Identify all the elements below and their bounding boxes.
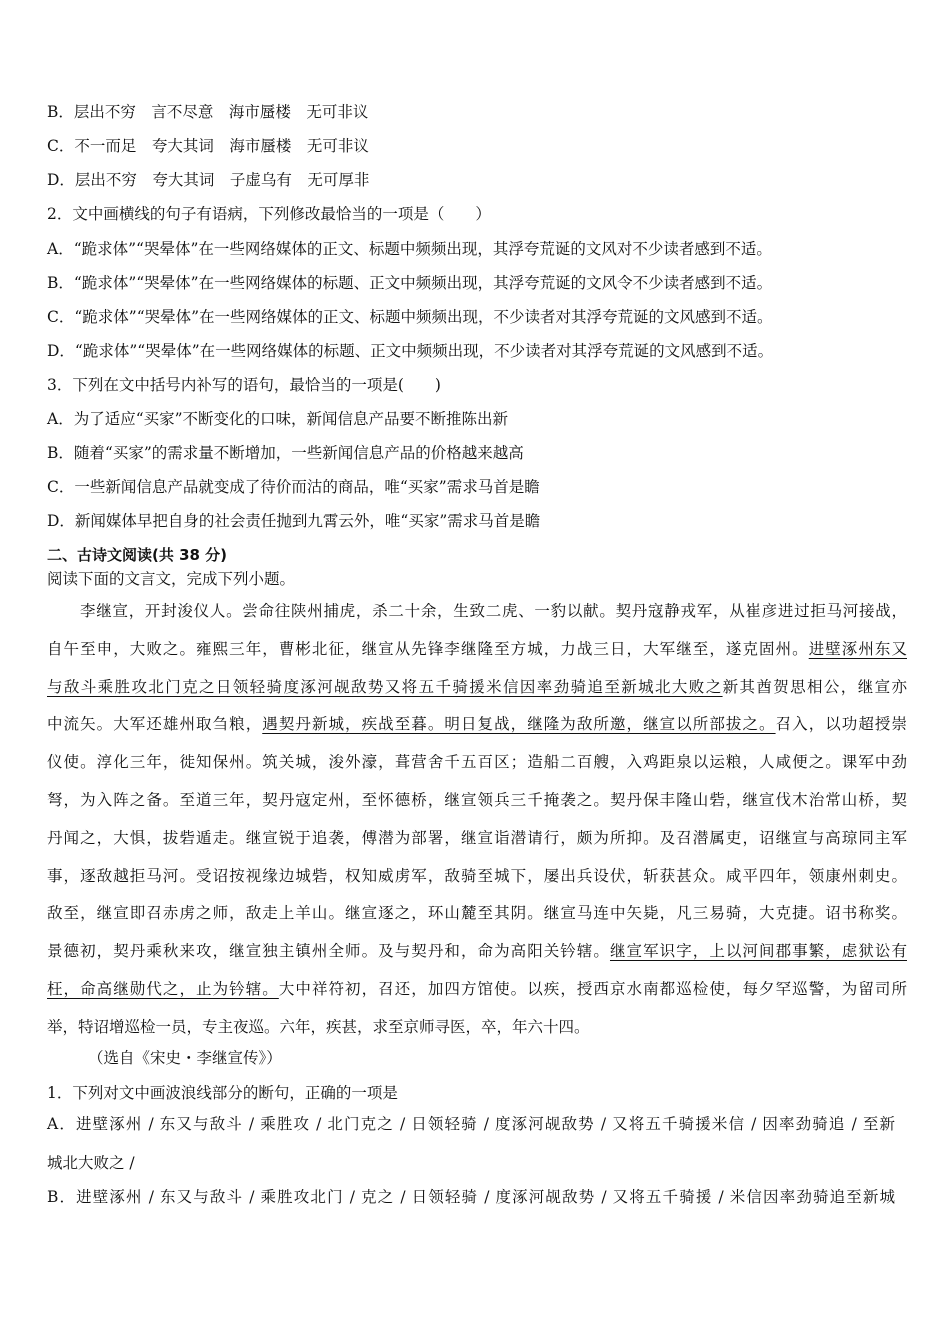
passage-line: 敌至，继宣即召赤虏之师，敌走上羊山。继宣逐之，环山麓至其阴。继宣马连中矢毙，凡三易骑，大克捷。诏书称奖。 [47,904,907,923]
passage-line: 枉，命高继勋代之，止为钤辖。大中祥符初，召还，加四方馆使。以疾，授西京水南都巡检使，每夕罕巡警，为留司所 [47,979,907,998]
passage-line: 李继宣，开封浚仪人。尝命往陕州捕虎，杀二十余，生致二虎、一豹以献。契丹寇静戎军，从崔彦进过拒马河接战， [80,602,907,620]
passage-line: 与敌斗乘胜攻北门克之日领轻骑度涿河觇敌势又将五千骑援米信因率劲骑追至新城北大败之新其酋贺思相公，继宣亦 [47,677,907,696]
q3-option-c: C．一些新闻信息产品就变成了待价而沽的商品，唯“买家”需求马首是瞻 [47,478,540,496]
q3-option-b: B．随着“买家”的需求量不断增加，一些新闻信息产品的价格越来越高 [47,444,524,462]
passage-line: 景德初，契丹乘秋来攻，继宣独主镇州全师。及与契丹和，命为高阳关钤辖。继宣军识字，上以河间郡事繁，虑狱讼有 [47,942,907,961]
wavy-underline-text: 进壁涿州东又 [808,639,907,658]
q3-stem: 3．下列在文中括号内补写的语句，最恰当的一项是( ) [47,376,441,394]
wavy-underline-text: 与敌斗乘胜攻北门克之日领轻骑度涿河觇敌势又将五千骑援米信因率劲骑追至新城北大败之 [47,677,723,696]
underlined-sentence: 枉，命高继勋代之，止为钤辖。 [47,979,279,998]
passage-line: 举，特诏增巡检一员，专主夜巡。六年，疾甚，求至京师寻医，卒，年六十四。 [47,1017,590,1036]
q3-option-d: D．新闻媒体早把自身的社会责任抛到九霄云外，唯“买家”需求马首是瞻 [47,512,541,530]
q2-option-a: A．“跪求体”“哭晕体”在一些网络媒体的正文、标题中频频出现，其浮夸荒诞的文风对不少读者感到不适。 [47,240,772,258]
classical-passage [47,593,907,1047]
section-heading: 二、古诗文阅读(共 38 分) [47,546,228,564]
passage-line: 自午至申，大败之。雍熙三年，曹彬北征，继宣从先锋李继隆至方城，力战三日，大军继至，遂克固州。进壁涿州东又 [47,639,907,658]
q4-stem: 1．下列对文中画波浪线部分的断句，正确的一项是 [47,1084,398,1102]
passage-source: （选自《宋史・李继宣传》） [88,1049,282,1067]
passage-line: 中流矢。大军还雄州取刍粮，遇契丹新城，疾战至暮。明日复战，继隆为敌所邀，继宣以所部拔之。召入，以功超授崇 [47,715,907,734]
passage-line: 弩，为入阵之备。至道三年，契丹寇定州，至怀德桥，继宣领兵三千掩袭之。契丹保丰隆山砦，继宣伐木治常山桥，契 [47,790,907,809]
q2-option-c: C．“跪求体”“哭晕体”在一些网络媒体的正文、标题中频频出现，不少读者对其浮夸荒诞的文风感到不适。 [47,308,773,326]
q2-stem: 2．文中画横线的句子有语病，下列修改最恰当的一项是（ ） [47,205,491,223]
q3-option-a: A．为了适应“买家”不断变化的口味，新闻信息产品要不断推陈出新 [47,410,509,428]
q4-option-a: A．进壁涿州 / 东又与敌斗 / 乘胜攻 / 北门克之 / 日领轻骑 / 度涿河觇敌势 / 又将五千骑援米信 / 因率劲骑追 / 至新 [47,1115,895,1133]
passage-line: 仪使。淳化三年，徙知保州。筑关城，浚外濠，葺营舍千五百区；造船二百艘，入鸡距泉以运粮，人咸便之。课军中劲 [47,753,907,772]
passage-line: 事，逐敌越拒马河。受诏按视缘边城砦，权知威虏军，敌骑至城下，屡出兵设伏，斩获甚众。咸平四年，领康州刺史。 [47,866,907,885]
underlined-sentence: 继宣军识字，上以河间郡事繁，虑狱讼有 [609,942,907,961]
q4-option-a-cont: 城北大败之 / [47,1154,135,1172]
underlined-sentence: 遇契丹新城，疾战至暮。明日复战，继隆为敌所邀，继宣以所部拔之。 [262,715,776,734]
q2-option-d: D．“跪求体”“哭晕体”在一些网络媒体的标题、正文中频频出现，不少读者对其浮夸荒诞的文风感到不适。 [47,342,774,360]
passage-line: 丹闻之，大惧，拔砦遁走。继宣锐于追袭，傅潜为部署，继宣诣潜请行，颇为所抑。及召潜属吏，诏继宣与高琼同主军 [47,828,907,847]
q1-option-c: C．不一而足 夸大其词 海市蜃楼 无可非议 [47,137,369,155]
q4-option-b: B．进壁涿州 / 东又与敌斗 / 乘胜攻北门 / 克之 / 日领轻骑 / 度涿河觇敌势 / 又将五千骑援 / 米信因率劲骑追至新城 [47,1188,895,1206]
q1-option-d: D．层出不穷 夸大其词 子虚乌有 无可厚非 [47,171,370,189]
section-instruction: 阅读下面的文言文，完成下列小题。 [47,570,296,588]
q2-option-b: B．“跪求体”“哭晕体”在一些网络媒体的标题、正文中频频出现，其浮夸荒诞的文风令不少读者感到不适。 [47,274,773,292]
q1-option-b: B．层出不穷 言不尽意 海市蜃楼 无可非议 [47,103,369,121]
